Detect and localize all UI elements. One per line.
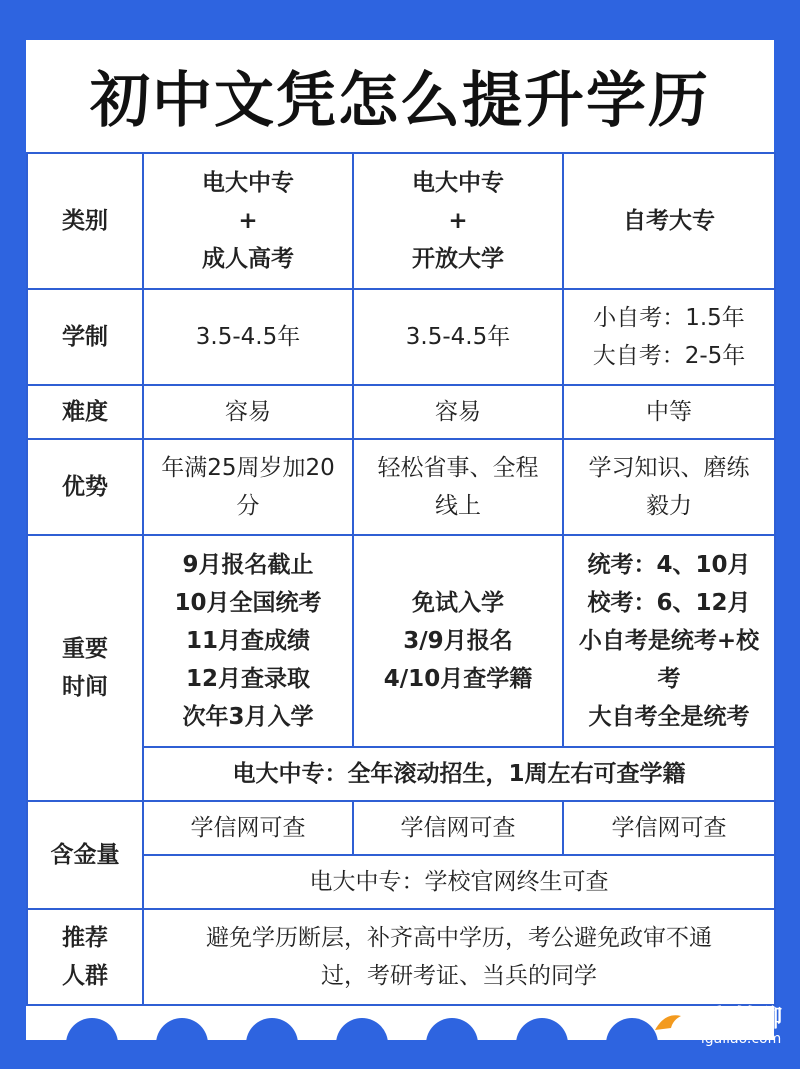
row-label-difficulty: 难度 bbox=[27, 385, 143, 439]
table-row-audience bbox=[27, 909, 775, 1005]
value-col2: 学信网可查 bbox=[353, 801, 563, 855]
value-col1: 学信网可查 bbox=[143, 801, 353, 855]
schedule-col1-line: 11月查成绩 bbox=[185, 628, 310, 654]
value-col3: 学信网可查 bbox=[563, 801, 775, 855]
header-col1-line: 成人高考 bbox=[202, 246, 294, 272]
duration-col3-line: 大自考：2-5年 bbox=[592, 343, 746, 369]
table-row-header bbox=[27, 153, 775, 289]
header-category: 类别 bbox=[27, 153, 143, 289]
content-card bbox=[26, 40, 774, 1040]
table-row-schedule bbox=[27, 535, 775, 747]
watermark bbox=[651, 1005, 782, 1047]
audience-text bbox=[143, 909, 775, 1005]
table-row-difficulty bbox=[27, 385, 775, 439]
header-col2-line: 开放大学 bbox=[412, 246, 504, 272]
schedule-col3 bbox=[563, 535, 775, 747]
decorative-dot bbox=[516, 1018, 568, 1040]
advantage-col3 bbox=[563, 439, 775, 535]
watermark-text bbox=[701, 1005, 782, 1047]
watermark-logo-icon bbox=[651, 1008, 695, 1044]
value-note: 电大中专：学校官网终生可查 bbox=[143, 855, 775, 909]
header-col2-line: 电大中专 bbox=[412, 170, 504, 196]
schedule-col2-line: 4/10月查学籍 bbox=[383, 666, 533, 692]
row-label-audience-line: 人群 bbox=[62, 963, 108, 989]
duration-col1: 3.5-4.5年 bbox=[143, 289, 353, 385]
decorative-dot bbox=[156, 1018, 208, 1040]
decorative-dot bbox=[336, 1018, 388, 1040]
header-col3: 自考大专 bbox=[563, 153, 775, 289]
duration-col2: 3.5-4.5年 bbox=[353, 289, 563, 385]
header-col1-line: + bbox=[238, 208, 258, 234]
difficulty-col1: 容易 bbox=[143, 385, 353, 439]
advantage-col2-line: 线上 bbox=[435, 493, 481, 519]
table-row-duration bbox=[27, 289, 775, 385]
page-title: 初中文凭怎么提升学历 bbox=[90, 66, 710, 136]
decorative-dot bbox=[426, 1018, 478, 1040]
comparison-table bbox=[26, 152, 776, 1006]
table-row-value bbox=[27, 801, 775, 855]
advantage-col2-line: 轻松省事、全程 bbox=[377, 455, 539, 481]
schedule-col1-line: 12月查录取 bbox=[185, 666, 310, 692]
row-label-duration: 学制 bbox=[27, 289, 143, 385]
audience-text-line: 避免学历断层，补齐高中学历，考公避免政审不通 bbox=[206, 925, 712, 951]
schedule-note: 电大中专：全年滚动招生，1周左右可查学籍 bbox=[143, 747, 775, 801]
advantage-col2 bbox=[353, 439, 563, 535]
watermark-name: 爱·尬聊 bbox=[700, 1004, 782, 1033]
schedule-col3-line: 大自考全是统考 bbox=[588, 704, 750, 730]
schedule-col1-line: 次年3月入学 bbox=[182, 704, 314, 730]
schedule-col2-line: 免试入学 bbox=[412, 590, 504, 616]
schedule-col3-line: 小自考是统考+校 bbox=[578, 628, 760, 654]
row-label-schedule bbox=[27, 535, 143, 801]
row-label-schedule-line: 重要 bbox=[62, 636, 108, 662]
difficulty-col3: 中等 bbox=[563, 385, 775, 439]
decorative-dot bbox=[66, 1018, 118, 1040]
schedule-col3-line: 校考：6、12月 bbox=[587, 590, 751, 616]
duration-col3-line: 小自考：1.5年 bbox=[593, 305, 745, 331]
schedule-col3-line: 考 bbox=[657, 666, 681, 692]
advantage-col1-line: 年满25周岁加20 bbox=[161, 455, 335, 481]
row-label-value: 含金量 bbox=[27, 801, 143, 909]
schedule-col1-line: 10月全国统考 bbox=[174, 590, 322, 616]
advantage-col3-line: 毅力 bbox=[646, 493, 692, 519]
schedule-col1-line: 9月报名截止 bbox=[182, 552, 314, 578]
schedule-col2 bbox=[353, 535, 563, 747]
table-row-advantage bbox=[27, 439, 775, 535]
duration-col3 bbox=[563, 289, 775, 385]
header-col2-line: + bbox=[448, 208, 468, 234]
advantage-col1 bbox=[143, 439, 353, 535]
schedule-col2-line: 3/9月报名 bbox=[403, 628, 513, 654]
advantage-col3-line: 学习知识、磨练 bbox=[588, 455, 750, 481]
header-col1-line: 电大中专 bbox=[202, 170, 294, 196]
schedule-col1 bbox=[143, 535, 353, 747]
watermark-url: lgaliao.com bbox=[700, 1030, 782, 1047]
header-col2 bbox=[353, 153, 563, 289]
header-col1 bbox=[143, 153, 353, 289]
row-label-schedule-line: 时间 bbox=[62, 674, 108, 700]
schedule-col3-line: 统考：4、10月 bbox=[587, 552, 751, 578]
row-label-advantage: 优势 bbox=[27, 439, 143, 535]
row-label-audience-line: 推荐 bbox=[62, 925, 108, 951]
row-label-audience bbox=[27, 909, 143, 1005]
difficulty-col2: 容易 bbox=[353, 385, 563, 439]
advantage-col1-line: 分 bbox=[236, 493, 260, 519]
audience-text-line: 过，考研考证、当兵的同学 bbox=[321, 963, 597, 989]
decorative-dot bbox=[246, 1018, 298, 1040]
